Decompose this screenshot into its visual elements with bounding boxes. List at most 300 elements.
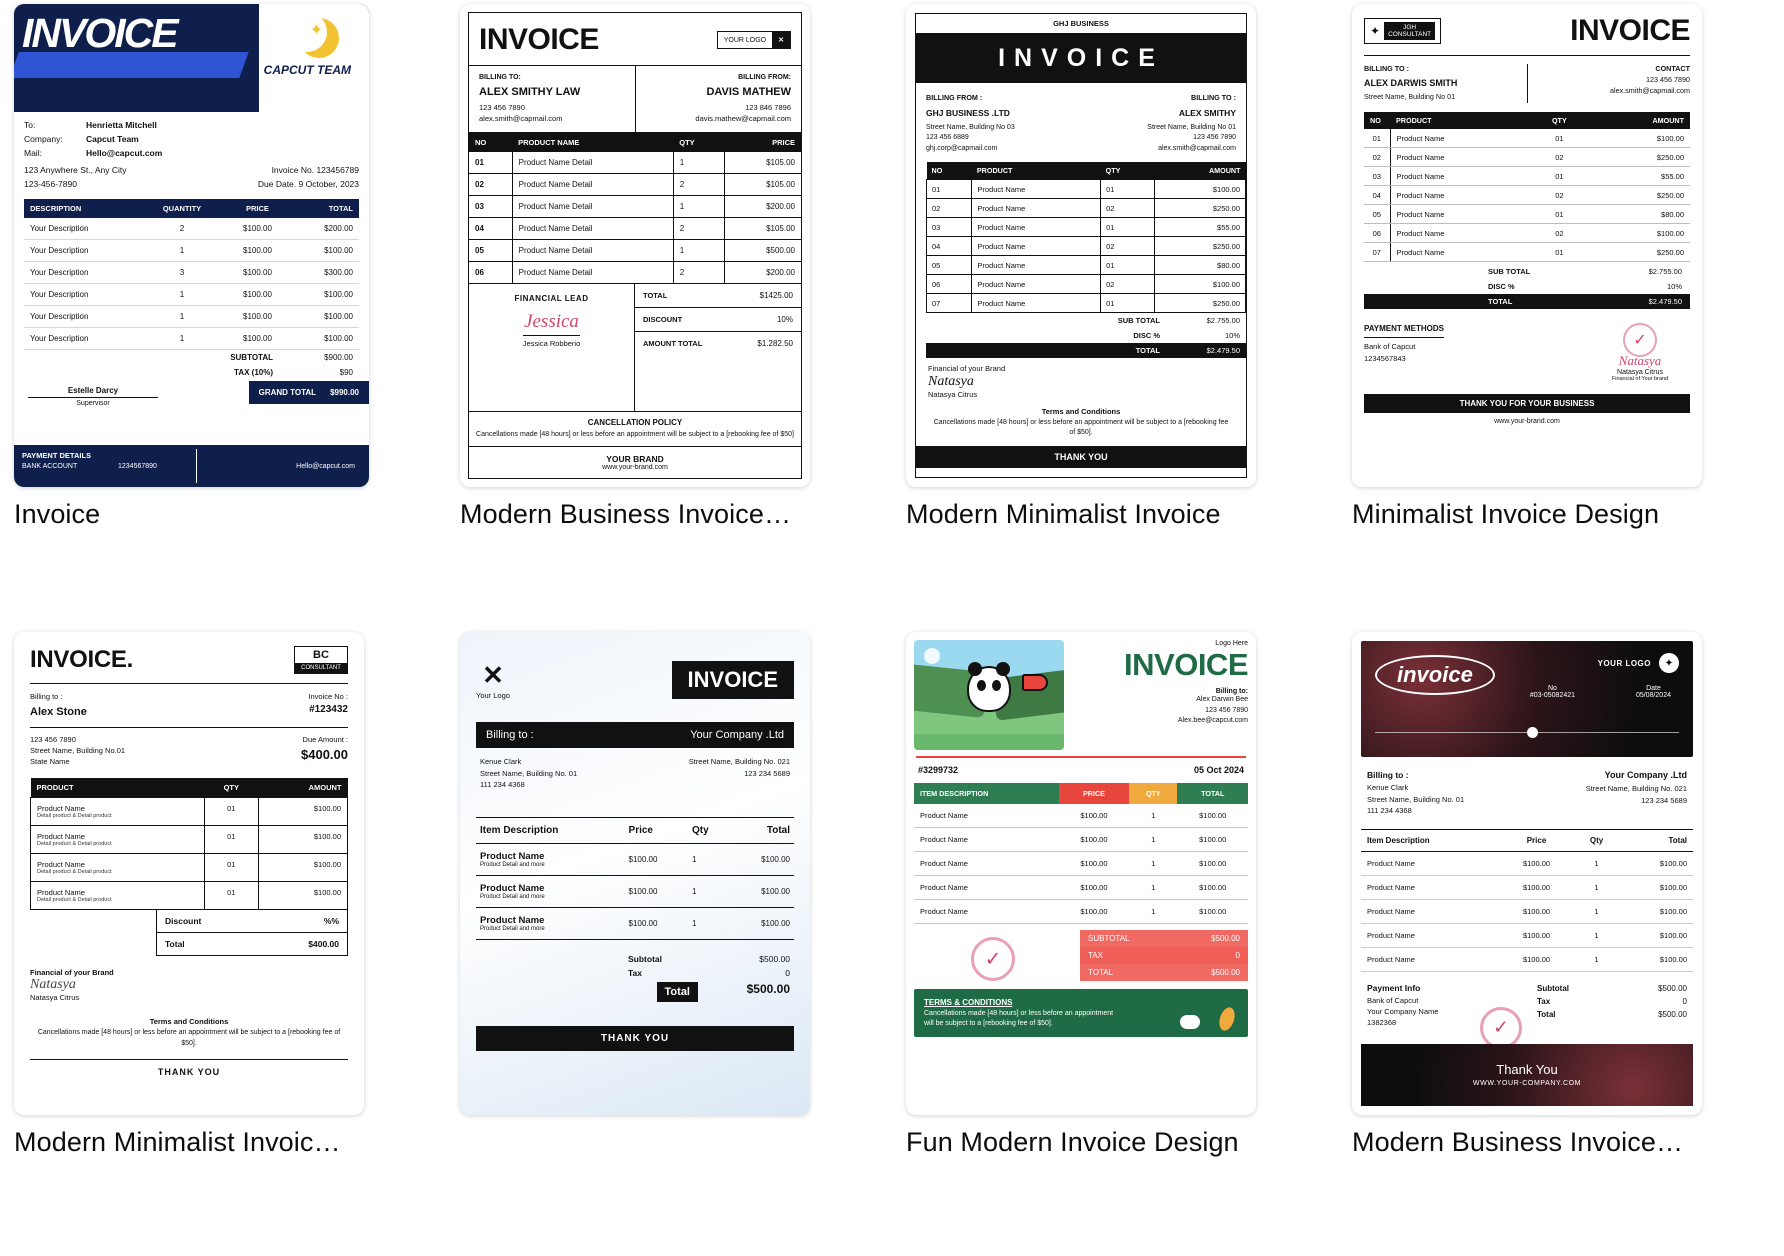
table-row: 04 Product Name 02 $250.00 bbox=[927, 237, 1246, 256]
billing-to-name: Kenue Clark bbox=[1367, 783, 1409, 793]
total-label: TOTAL bbox=[643, 290, 668, 300]
payment-account: 1234567843 bbox=[1364, 353, 1406, 363]
invoice-thumbnail-navy[interactable] bbox=[14, 4, 369, 487]
gallery-caption-3: Modern Minimalist Invoice bbox=[906, 499, 1221, 529]
terms-title: Terms and Conditions bbox=[149, 1016, 229, 1026]
subtotal-label: SUBTOTAL bbox=[230, 353, 273, 363]
table-row: 04 Product Name Detail 2 $105.00 bbox=[469, 217, 801, 239]
company-name: Your Company .Ltd bbox=[1604, 770, 1687, 780]
card6-billing-bar bbox=[476, 722, 794, 748]
card5-financial bbox=[30, 968, 348, 1002]
card2-lower bbox=[469, 284, 801, 411]
table-row: 03 Product Name Detail 1 $200.00 bbox=[469, 195, 801, 217]
col-qty: Qty bbox=[688, 817, 730, 843]
financial-name: Natasya Citrus bbox=[30, 992, 80, 1002]
gallery-caption-8: Modern Business Invoice… bbox=[1352, 1127, 1684, 1157]
table-row: 05 Product Name 01 $80.00 bbox=[927, 256, 1246, 275]
slider-knob[interactable] bbox=[1527, 727, 1538, 738]
col-product: PRODUCT bbox=[1390, 112, 1529, 129]
total-value: $400.00 bbox=[308, 938, 339, 949]
invoice-thumbnail-bc-consultant[interactable] bbox=[14, 632, 364, 1115]
discount-value: 10% bbox=[776, 314, 793, 324]
table-row: Your Description 1 $100.00 $100.00 bbox=[24, 306, 359, 328]
due-amount-value: $400.00 bbox=[301, 747, 348, 763]
table-row: Product Name $100.00 1 $100.00 bbox=[914, 900, 1248, 924]
card1-due-date: Due Date. 9 October, 2023 bbox=[257, 178, 359, 189]
table-row: 06 Product Name 02 $100.00 bbox=[1364, 224, 1690, 243]
table-row: Product Name $100.00 1 $100.00 bbox=[914, 852, 1248, 876]
grass-shape bbox=[914, 734, 1064, 750]
table-row: Your Description 3 $100.00 $300.00 bbox=[24, 262, 359, 284]
logo-placeholder bbox=[1364, 18, 1441, 45]
card6-items-table bbox=[476, 817, 794, 940]
terms-text: Cancellations made [48 hours] or less before an appointment will be subject to a [rebooking fee of $50]. bbox=[37, 1029, 341, 1047]
gallery-cell-7[interactable] bbox=[906, 632, 1324, 1246]
col-item-description: ITEM DESCRIPTION bbox=[914, 783, 1059, 804]
company-label: Company: bbox=[24, 134, 63, 144]
lead-name: Jessica Robberio bbox=[523, 335, 581, 348]
thank-you-text: THANK YOU bbox=[30, 1059, 348, 1077]
card7-items-table bbox=[914, 783, 1248, 924]
website-footer: www.your-brand.com bbox=[1494, 418, 1560, 426]
billing-to-label: Billing to : bbox=[486, 729, 534, 741]
tax-label: Tax bbox=[1537, 997, 1551, 1007]
signer-name: Estelle Darcy bbox=[28, 386, 158, 398]
table-row: Your Description 1 $100.00 $100.00 bbox=[24, 284, 359, 306]
total-value: $500.00 bbox=[1658, 1010, 1687, 1020]
billing-to-phone: 111 234 4368 bbox=[480, 780, 525, 790]
card5-terms bbox=[30, 1016, 348, 1050]
logo-initials: BC bbox=[313, 649, 329, 661]
card2-cancellation-policy bbox=[469, 411, 801, 447]
card4-header bbox=[1364, 14, 1690, 48]
discount-value: 10% bbox=[1666, 282, 1682, 292]
gallery-cell-1[interactable] bbox=[14, 4, 432, 618]
total-label: TOTAL bbox=[1488, 297, 1513, 307]
terms-title: Terms and Conditions bbox=[1041, 407, 1121, 417]
billing-to-label: Billing to : bbox=[30, 692, 63, 702]
header-rule bbox=[1364, 55, 1690, 56]
subtotal-value: $900.00 bbox=[324, 353, 353, 363]
billing-from-name: DAVIS MATHEW bbox=[706, 86, 791, 99]
terms-text: Cancellations made [48 hours] or less before an appointment will be subject to a [rebooking fee of $50]. bbox=[933, 419, 1229, 437]
billing-to-address: Street Name, Building No 01 bbox=[1147, 123, 1236, 131]
billing-to-phone: 123 456 7890 bbox=[1205, 706, 1248, 714]
discount-value: %% bbox=[323, 915, 339, 926]
col-qty: QTY bbox=[204, 778, 258, 798]
gallery-caption-1: Invoice bbox=[14, 499, 101, 529]
billing-to-name: ALEX SMITHY bbox=[1178, 107, 1236, 118]
signer-role: Supervisor bbox=[76, 400, 110, 408]
billing-to-address: Street Name, Building No 01 bbox=[1364, 92, 1456, 102]
table-row: Product Name $100.00 1 $100.00 bbox=[1361, 852, 1693, 876]
card4-parties bbox=[1364, 64, 1690, 103]
billing-from-name: GHJ BUSINESS .LTD bbox=[926, 107, 1010, 118]
payment-company: Your Company Name bbox=[1367, 1007, 1439, 1017]
card1-meta-row bbox=[14, 164, 369, 191]
col-quantity: QUANTITY bbox=[140, 199, 223, 218]
card1-invoice-no: Invoice No. 123456789 bbox=[271, 165, 359, 175]
logo-initials: JGH bbox=[1403, 23, 1417, 31]
card6-totals bbox=[476, 952, 794, 1004]
discount-label: DISC % bbox=[1133, 331, 1160, 341]
col-no: NO bbox=[1364, 112, 1390, 129]
billing-to-name: ALEX DARWIS SMITH bbox=[1364, 77, 1458, 88]
card1-footer bbox=[14, 445, 369, 487]
billing-to-mail: alex.smith@capmail.com bbox=[1158, 144, 1236, 152]
card8-lower bbox=[1361, 982, 1693, 1029]
thank-you-banner: THANK YOU bbox=[916, 446, 1246, 468]
discount-label: Discount bbox=[165, 915, 202, 926]
table-row: 04 Product Name 02 $250.00 bbox=[1364, 186, 1690, 205]
col-price: PRICE bbox=[1059, 783, 1130, 804]
col-item-description: Item Description bbox=[476, 817, 625, 843]
card5-billing bbox=[30, 691, 348, 721]
gallery-caption-5: Modern Minimalist Invoic… bbox=[14, 1127, 341, 1157]
col-product: PRODUCT NAME bbox=[512, 133, 673, 152]
table-row: 06 Product Name Detail 2 $200.00 bbox=[469, 261, 801, 283]
thank-you-banner: THANK YOU bbox=[476, 1026, 794, 1051]
card8-wordmark: invoice bbox=[1375, 655, 1495, 695]
total-label: Total bbox=[165, 938, 185, 949]
logo-label: YOUR LOGO bbox=[723, 36, 767, 44]
gallery-cell-2[interactable] bbox=[460, 4, 878, 618]
x-mark-icon: ✕ bbox=[482, 660, 504, 690]
table-row: Product Name Detail product & Detail product 01 $100.00 bbox=[31, 797, 348, 825]
invoice-thumbnail-modern-business[interactable] bbox=[460, 4, 810, 487]
policy-text: Cancellations made [48 hours] or less before an appointment will be subject to a [rebooking fee of $50] bbox=[476, 431, 794, 439]
card7-terms bbox=[914, 989, 1248, 1037]
billing-from-label: BILLING FROM: bbox=[738, 74, 791, 81]
table-row: Product Name Detail product & Detail product 01 $100.00 bbox=[31, 825, 348, 853]
invoice-no-value: #123432 bbox=[309, 704, 348, 716]
card1-header bbox=[14, 4, 369, 112]
sun-icon bbox=[924, 648, 940, 664]
total-label: TOTAL bbox=[1135, 346, 1160, 356]
total-value: $2.479.50 bbox=[1206, 346, 1240, 356]
card2-header bbox=[469, 13, 801, 66]
policy-title: CANCELLATION POLICY bbox=[587, 418, 683, 428]
col-total: Total bbox=[1620, 830, 1693, 852]
card3-terms bbox=[916, 407, 1246, 438]
gallery-cell-6[interactable] bbox=[460, 632, 878, 1246]
discount-label: DISCOUNT bbox=[643, 314, 683, 324]
star-icon: ✦ bbox=[1370, 24, 1381, 38]
subtotal-label: SUB TOTAL bbox=[1488, 267, 1531, 277]
table-row: 07 Product Name 01 $250.00 bbox=[927, 294, 1246, 313]
invoice-no-value: #03-05082421 bbox=[1529, 692, 1575, 699]
contact-mail: alex.smith@capmail.com bbox=[1610, 85, 1690, 95]
mail-value: Hello@capcut.com bbox=[86, 148, 163, 158]
header-rule bbox=[30, 683, 348, 684]
gallery-caption-2: Modern Business Invoice… bbox=[460, 499, 792, 529]
col-qty: Qty bbox=[1573, 830, 1620, 852]
seal-icon bbox=[1480, 1007, 1522, 1049]
logo-here-label: Logo Here bbox=[1215, 640, 1248, 647]
table-row: Product Name Product Detail and more $100.00 1 $100.00 bbox=[476, 875, 794, 907]
panda-illustration bbox=[914, 640, 1064, 750]
card8-header bbox=[1361, 641, 1693, 757]
payment-bank: Bank of Capcut bbox=[1364, 342, 1416, 352]
signature-role: Financial of Your brand bbox=[1611, 376, 1669, 383]
total-label: Total bbox=[1537, 1010, 1556, 1020]
card5-title: INVOICE. bbox=[30, 646, 133, 673]
megaphone-icon bbox=[1022, 674, 1048, 691]
tax-value: 0 bbox=[1682, 997, 1687, 1007]
card4-items-table bbox=[1364, 112, 1690, 262]
col-description: DESCRIPTION bbox=[24, 199, 140, 218]
invoice-thumbnail-minimalist-design[interactable] bbox=[1352, 4, 1702, 487]
billing-to-label: BILLING TO : bbox=[1191, 93, 1236, 102]
subtotal-label: SUB TOTAL bbox=[1117, 316, 1160, 326]
subtotal-value: $500.00 bbox=[759, 953, 790, 964]
financial-lead-label: FINANCIAL LEAD bbox=[514, 293, 589, 303]
gallery-caption-4: Minimalist Invoice Design bbox=[1352, 499, 1660, 529]
amount-total-value: $1.282.50 bbox=[757, 338, 793, 348]
billing-to-label: Billing to: bbox=[1215, 688, 1248, 695]
financial-label: Financial of your Brand bbox=[928, 364, 1006, 374]
footer-divider bbox=[196, 449, 197, 483]
card7-header bbox=[914, 640, 1248, 750]
table-row: 05 Product Name 01 $80.00 bbox=[1364, 205, 1690, 224]
amount-total-label: AMOUNT TOTAL bbox=[643, 338, 703, 348]
invoice-thumbnail-dark-business[interactable] bbox=[1352, 632, 1702, 1115]
card5-address bbox=[30, 734, 348, 768]
table-row: Product Name $100.00 1 $100.00 bbox=[914, 804, 1248, 828]
table-row: 02 Product Name Detail 2 $105.00 bbox=[469, 173, 801, 195]
table-row: Your Description 2 $100.00 $200.00 bbox=[24, 218, 359, 240]
card4-payment-block bbox=[1364, 323, 1690, 382]
financial-name: Natasya Citrus bbox=[928, 390, 978, 400]
card4-title: INVOICE bbox=[1570, 14, 1690, 47]
bank-account-label: BANK ACCOUNT bbox=[22, 463, 78, 470]
table-row: 01 Product Name Detail 1 $105.00 bbox=[469, 152, 801, 174]
col-price: Price bbox=[625, 817, 689, 843]
col-qty: QTY bbox=[1101, 162, 1155, 180]
total-value: $2.479.50 bbox=[1648, 297, 1682, 307]
leaf-icon bbox=[1217, 1006, 1238, 1033]
logo-label: YOUR LOGO bbox=[1597, 659, 1651, 668]
table-row: Product Name Detail product & Detail product 01 $100.00 bbox=[31, 881, 348, 909]
logo-label: Your Logo bbox=[476, 691, 510, 700]
table-row: 01 Product Name 01 $100.00 bbox=[927, 180, 1246, 199]
table-row: 05 Product Name Detail 1 $500.00 bbox=[469, 239, 801, 261]
billing-to-phone: 123 456 7890 bbox=[479, 103, 525, 113]
billing-to-address: Street Name, Building No. 01 bbox=[1367, 794, 1465, 804]
company-address: Street Name, Building No. 021 bbox=[688, 757, 790, 766]
card5-items-table bbox=[30, 778, 348, 910]
card2-brand-footer bbox=[469, 447, 801, 478]
col-price: PRICE bbox=[224, 199, 292, 218]
card1-totals bbox=[24, 350, 359, 380]
billing-to-label: Billing to : bbox=[1367, 770, 1409, 780]
card1-phone: 123-456-7890 bbox=[24, 178, 77, 189]
table-row: 02 Product Name 02 $250.00 bbox=[1364, 148, 1690, 167]
star-icon: ✦ bbox=[309, 22, 323, 39]
billing-from-phone: 123 456 6889 bbox=[926, 134, 969, 142]
total-label: TOTAL bbox=[1088, 968, 1114, 977]
invoice-thumbnail-fun-modern[interactable] bbox=[906, 632, 1256, 1115]
billing-state: State Name bbox=[30, 757, 70, 767]
billing-from-mail: ghj.corp@capmail.com bbox=[926, 144, 998, 152]
brand-name: YOUR BRAND bbox=[606, 454, 664, 464]
billing-street: Street Name, Building No.01 bbox=[30, 746, 126, 756]
card1-contact-block bbox=[14, 112, 369, 164]
invoice-no-label: No bbox=[1547, 685, 1557, 692]
gallery-cell-5[interactable] bbox=[14, 632, 432, 1246]
seal-icon bbox=[1623, 323, 1657, 357]
tax-value: 0 bbox=[1235, 951, 1240, 960]
card3-items-table bbox=[926, 162, 1246, 313]
bank-account-value: 1234567890 bbox=[118, 463, 157, 470]
company-value: Capcut Team bbox=[86, 134, 139, 144]
billing-to-phone: 123 456 7890 bbox=[1193, 134, 1236, 142]
discount-label: DISC % bbox=[1488, 282, 1515, 292]
billing-to-label: BILLING TO: bbox=[479, 74, 521, 81]
table-row: Product Name Product Detail and more $100.00 1 $100.00 bbox=[476, 843, 794, 875]
payment-info-title: Payment Info bbox=[1367, 983, 1421, 994]
billing-from-label: BILLING FROM : bbox=[926, 93, 983, 102]
table-row: Product Name $100.00 1 $100.00 bbox=[1361, 924, 1693, 948]
signature-mark: Jessica bbox=[524, 310, 579, 332]
card3-title: INVOICE bbox=[916, 34, 1246, 83]
footer-mail: Hello@capcut.com bbox=[296, 463, 355, 470]
card7-meta bbox=[914, 758, 1248, 783]
gallery-caption-7: Fun Modern Invoice Design bbox=[906, 1127, 1239, 1157]
table-row: 01 Product Name 01 $100.00 bbox=[1364, 129, 1690, 148]
financial-label: Financial of your Brand bbox=[30, 967, 114, 977]
card8-billing bbox=[1361, 757, 1693, 817]
card3-financial-signature bbox=[928, 364, 1246, 399]
company-name: Your Company .Ltd bbox=[690, 729, 784, 741]
table-row: 06 Product Name 02 $100.00 bbox=[927, 275, 1246, 294]
card2-title: INVOICE bbox=[479, 23, 599, 56]
card6-addresses bbox=[476, 748, 794, 791]
subtotal-label: Subtotal bbox=[1537, 984, 1569, 994]
x-mark-icon: ✕ bbox=[772, 32, 790, 48]
billing-to-name: ALEX SMITHY LAW bbox=[479, 86, 581, 99]
card1-brand: CAPCUT TEAM bbox=[263, 63, 351, 77]
tax-label: Tax bbox=[628, 967, 643, 978]
table-row: Product Name $100.00 1 $100.00 bbox=[914, 876, 1248, 900]
card7-totals bbox=[1080, 930, 1248, 981]
thank-you-text: Thank You bbox=[1496, 1062, 1558, 1077]
tax-label: TAX (10%) bbox=[234, 368, 273, 378]
card7-lower bbox=[914, 930, 1248, 981]
card7-title: INVOICE bbox=[1124, 647, 1248, 682]
card6-header bbox=[476, 660, 794, 700]
payment-account: 1382368 bbox=[1367, 1018, 1397, 1028]
total-label: Total bbox=[657, 982, 698, 1002]
subtotal-value: $500.00 bbox=[1211, 934, 1240, 943]
table-row: 03 Product Name 01 $55.00 bbox=[1364, 167, 1690, 186]
invoice-date: 05 Oct 2024 bbox=[1193, 765, 1244, 775]
col-qty: QTY bbox=[1129, 783, 1177, 804]
mail-label: Mail: bbox=[24, 148, 42, 158]
card1-items-table bbox=[24, 199, 359, 350]
to-value: Henrietta Mitchell bbox=[86, 120, 157, 130]
card5-header bbox=[30, 646, 348, 674]
billing-to-mail: Alex.bee@capcut.com bbox=[1177, 717, 1248, 724]
col-item-description: Item Description bbox=[1361, 830, 1500, 852]
table-row: Your Description 1 $100.00 $100.00 bbox=[24, 240, 359, 262]
total-value: $500.00 bbox=[1211, 968, 1240, 977]
subtotal-value: $2.755.00 bbox=[1206, 316, 1240, 326]
table-row: 07 Product Name 01 $250.00 bbox=[1364, 243, 1690, 262]
panda-icon bbox=[967, 666, 1011, 712]
subtotal-label: SUBTOTAL bbox=[1088, 934, 1130, 943]
billing-to-mail: alex.smith@capmail.com bbox=[479, 113, 563, 123]
gallery-cell-8[interactable] bbox=[1352, 632, 1770, 1246]
col-no: NO bbox=[927, 162, 972, 180]
subtotal-value: $500.00 bbox=[1658, 984, 1687, 994]
signature-name: Natasya Citrus bbox=[1617, 369, 1663, 377]
col-amount: AMOUNT bbox=[258, 778, 347, 798]
contact-label: CONTACT bbox=[1655, 64, 1690, 74]
invoice-thumbnail-blue-gradient[interactable] bbox=[460, 632, 810, 1115]
table-row: Your Description 1 $100.00 $100.00 bbox=[24, 328, 359, 350]
billing-from-address: Street Name, Building No 03 bbox=[926, 123, 1015, 131]
total-value: $500.00 bbox=[746, 981, 790, 996]
total-value: $1425.00 bbox=[759, 290, 793, 300]
billing-from-phone: 123 846 7896 bbox=[745, 103, 791, 113]
table-row: 03 Product Name 01 $55.00 bbox=[927, 218, 1246, 237]
signature-mark: Natasya bbox=[30, 976, 76, 992]
card1-wordmark: INVOICE bbox=[22, 10, 177, 56]
col-price: PRICE bbox=[724, 133, 801, 152]
payment-methods-title: PAYMENT METHODS bbox=[1364, 323, 1444, 338]
col-amount: AMOUNT bbox=[1590, 112, 1690, 129]
col-qty: QTY bbox=[1529, 112, 1590, 129]
col-total: TOTAL bbox=[1177, 783, 1248, 804]
logo-placeholder bbox=[717, 31, 791, 49]
card1-address: 123 Anywhere St., Any City bbox=[24, 165, 127, 175]
gallery-cell-3[interactable] bbox=[906, 4, 1324, 618]
gallery-cell-4[interactable] bbox=[1352, 4, 1770, 618]
billing-to-address: Street Name, Building No. 01 bbox=[480, 768, 578, 778]
billing-to-phone: 111 234 4368 bbox=[1367, 806, 1412, 816]
col-amount: AMOUNT bbox=[1155, 162, 1246, 180]
cat-icon bbox=[1180, 1015, 1200, 1029]
website-footer: WWW.YOUR-COMPANY.COM bbox=[1472, 1080, 1582, 1087]
card2-items-table bbox=[469, 133, 801, 284]
col-qty: QTY bbox=[673, 133, 724, 152]
billing-to-name: Kenue Clark bbox=[480, 757, 522, 766]
logo-subtitle: CONSULTANT bbox=[1388, 31, 1432, 38]
signature-mark: Natasya bbox=[1618, 353, 1662, 369]
col-no: NO bbox=[469, 133, 512, 152]
brand-website: www.your-brand.com bbox=[602, 464, 668, 471]
subtotal-value: $2.755.00 bbox=[1648, 267, 1682, 277]
card8-footer bbox=[1361, 1044, 1693, 1106]
invoice-no-value: #3299732 bbox=[918, 765, 959, 775]
invoice-thumbnail-minimalist[interactable] bbox=[906, 4, 1256, 487]
card2-parties bbox=[469, 66, 801, 133]
table-row: Product Name $100.00 1 $100.00 bbox=[1361, 876, 1693, 900]
col-price: Price bbox=[1500, 830, 1573, 852]
col-product: PRODUCT bbox=[972, 162, 1101, 180]
invoice-no-label: Invoice No : bbox=[308, 692, 348, 702]
logo-subtitle: CONSULTANT bbox=[295, 663, 347, 673]
diamond-icon bbox=[1659, 653, 1679, 673]
card8-items-table bbox=[1361, 829, 1693, 972]
billing-rule bbox=[30, 727, 348, 728]
col-product: PRODUCT bbox=[31, 778, 205, 798]
card3-business-name: GHJ BUSINESS bbox=[916, 14, 1246, 34]
payment-bank: Bank of Capcut bbox=[1367, 995, 1419, 1005]
discount-value: 10% bbox=[1224, 331, 1240, 341]
thank-you-banner: THANK YOU FOR YOUR BUSINESS bbox=[1364, 394, 1690, 413]
